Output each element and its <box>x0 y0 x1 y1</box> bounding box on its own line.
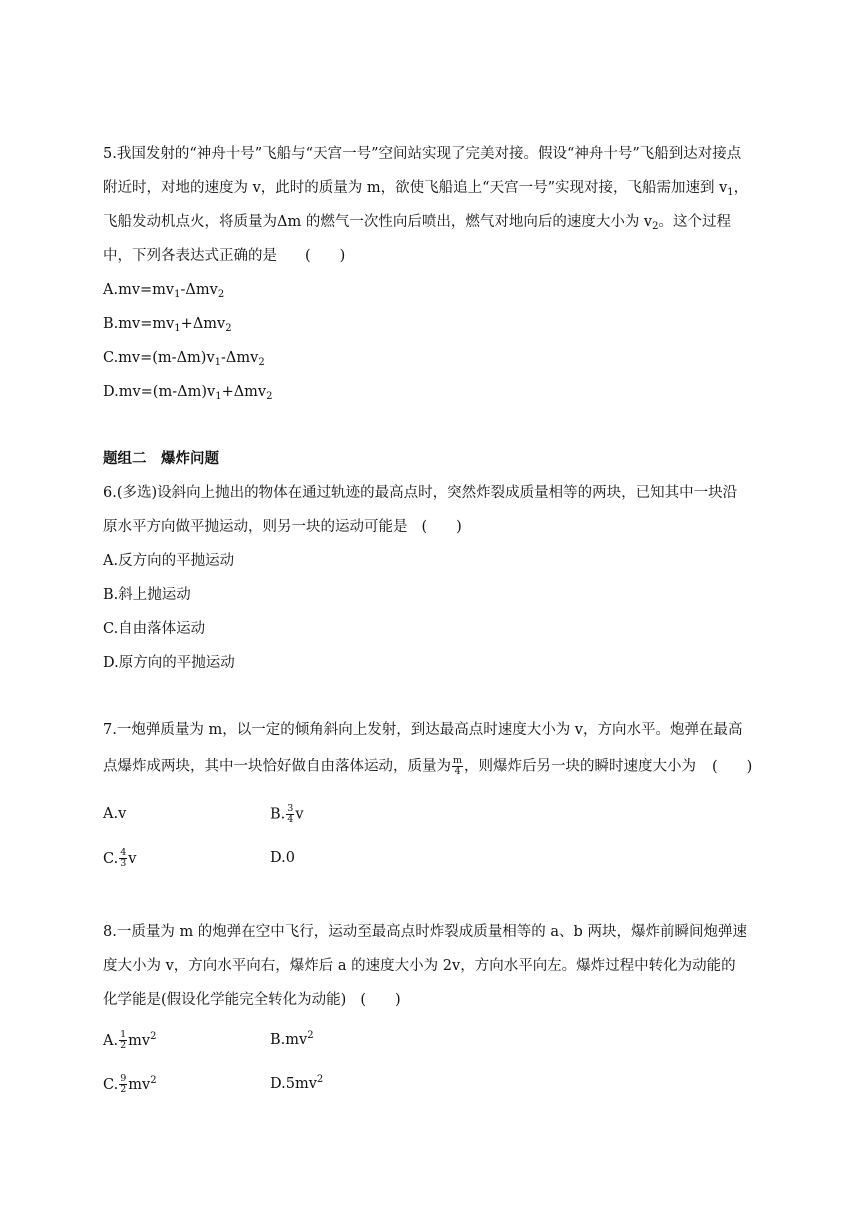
q8-stem-line-3 <box>103 990 763 1010</box>
answer-blank: ( ) <box>421 519 462 535</box>
option-text: -Δmv <box>221 350 259 366</box>
option-text: B. <box>270 806 286 823</box>
superscript: 2 <box>316 1074 324 1085</box>
answer-blank: ( ) <box>360 992 401 1008</box>
option-text: C.mv=(m-Δm)v <box>103 350 215 366</box>
fraction-numerator: 9 <box>120 1073 127 1084</box>
subscript: 2 <box>217 289 225 300</box>
q6-option-c: C.自由落体运动 <box>103 621 206 637</box>
option-text: C. <box>103 850 119 867</box>
q8-option-d <box>270 1074 323 1094</box>
q6-option-a: A.反方向的平抛运动 <box>103 553 235 569</box>
q6-option-b: B.斜上抛运动 <box>103 587 191 603</box>
option-text: mv <box>128 1076 151 1093</box>
q7-stem-text: ，则爆炸后另一块的瞬时速度大小为 <box>464 758 697 775</box>
q7-stem-text: 点爆炸成两块，其中一块恰好做自由落体运动，质量为 <box>103 758 451 775</box>
fraction-denominator: 2 <box>120 1084 127 1095</box>
q5-stem-line-1: 5.我国发射的“神舟十号”飞船与“天宫一号”空间站实现了完美对接。假设“神舟十号”飞船到达对接点 <box>103 146 742 162</box>
option-text: A. <box>103 1032 119 1049</box>
q5-stem-text: 。这个过程 <box>658 214 732 230</box>
q5-stem-text: ， <box>733 180 749 196</box>
subscript: 2 <box>258 357 265 368</box>
fraction <box>452 756 463 777</box>
q8-option-c <box>103 1073 157 1095</box>
option-text: +Δmv <box>221 384 267 400</box>
option-text: mv <box>128 1032 151 1049</box>
option-text: B.mv <box>270 1032 308 1048</box>
q5-option-d <box>103 382 763 402</box>
superscript: 2 <box>307 1030 314 1041</box>
option-text: A.mv=mv <box>103 282 175 298</box>
subscript: 2 <box>225 323 232 334</box>
section-heading: 题组二 爆炸问题 <box>103 451 219 467</box>
fraction-denominator: 2 <box>120 1040 127 1051</box>
q5-stem-line-2 <box>103 178 763 198</box>
option-text: D.mv=(m-Δm)v <box>103 384 216 400</box>
subscript: 1 <box>215 391 222 402</box>
q7-option-b <box>270 804 304 825</box>
answer-blank: ( ) <box>305 248 346 264</box>
q7-stem-line-2 <box>103 756 763 777</box>
q5-option-b <box>103 314 763 334</box>
q8-option-row-2 <box>103 1074 763 1095</box>
q5-option-a <box>103 280 763 300</box>
q7-option-row-1 <box>103 804 763 824</box>
subscript: 1 <box>174 323 181 334</box>
fraction-numerator: 3 <box>287 803 294 814</box>
option-text: v <box>128 850 137 867</box>
q5-option-c <box>103 348 763 368</box>
q8-stem-line-2: 度大小为 v，方向水平向右，爆炸后 a 的速度大小为 2v，方向水平向左。爆炸过程中转化为动能的 <box>103 958 736 974</box>
option-text: v <box>295 806 304 823</box>
q7-option-c <box>103 847 137 869</box>
option-text: B.mv=mv <box>103 316 175 332</box>
fraction <box>119 1030 127 1051</box>
subscript: 2 <box>266 391 273 402</box>
option-text: -Δmv <box>180 282 218 298</box>
q7-option-d: D.0 <box>270 850 295 866</box>
fraction <box>286 804 294 825</box>
fraction-denominator: 4 <box>454 766 461 777</box>
fraction-numerator: 1 <box>120 1029 127 1040</box>
option-text: +Δmv <box>180 316 226 332</box>
q7-stem-line-1: 7.一炮弹质量为 m，以一定的倾角斜向上发射，到达最高点时速度大小为 v，方向水平。炮弹在最高 <box>103 722 743 738</box>
superscript: 2 <box>150 1030 157 1042</box>
q7-option-row-2 <box>103 848 763 869</box>
subscript: 1 <box>214 357 222 368</box>
q7-option-a: A.v <box>103 806 127 822</box>
fraction-numerator: 4 <box>120 847 127 858</box>
q8-stem-text: 化学能是(假设化学能完全转化为动能) <box>103 992 347 1008</box>
q6-stem-line-1: 6.(多选)设斜向上抛出的物体在通过轨迹的最高点时，突然炸裂成质量相等的两块，已知其中一块沿 <box>103 485 738 501</box>
subscript: 1 <box>174 289 181 300</box>
q6-option-d: D.原方向的平抛运动 <box>103 655 235 671</box>
fraction-denominator: 4 <box>287 814 294 825</box>
fraction-numerator: m <box>453 755 463 766</box>
option-text: C. <box>103 1076 119 1093</box>
fraction-denominator: 3 <box>120 858 127 869</box>
q5-stem-line-3 <box>103 212 763 232</box>
q5-stem-text: 中，下列各表达式正确的是 <box>103 248 277 264</box>
fraction <box>119 848 127 869</box>
q6-stem-line-2 <box>103 517 763 537</box>
q5-stem-text: 飞船发动机点火，将质量为Δm 的燃气一次性向后喷出，燃气对地向后的速度大小为 v <box>103 214 653 230</box>
fraction <box>119 1074 127 1095</box>
subscript: 2 <box>652 221 659 232</box>
q8-stem-line-1: 8.一质量为 m 的炮弹在空中飞行，运动至最高点时炸裂成质量相等的 a、b 两块，爆炸前瞬间炮弹速 <box>103 924 747 940</box>
superscript: 2 <box>150 1074 157 1086</box>
q8-option-row-1 <box>103 1030 763 1051</box>
q8-option-b <box>270 1030 314 1050</box>
q5-stem-line-4 <box>103 246 763 266</box>
subscript: 1 <box>727 187 734 198</box>
answer-blank: ( ) <box>712 758 753 775</box>
q5-stem-text: 附近时，对地的速度为 v，此时的质量为 m，欲使飞船追上“天宫一号”实现对接，飞船需加速到 v <box>103 180 728 196</box>
q8-option-a <box>103 1029 157 1051</box>
option-text: D.5mv <box>270 1076 317 1092</box>
q6-stem-text: 原水平方向做平抛运动，则另一块的运动可能是 <box>103 519 408 535</box>
